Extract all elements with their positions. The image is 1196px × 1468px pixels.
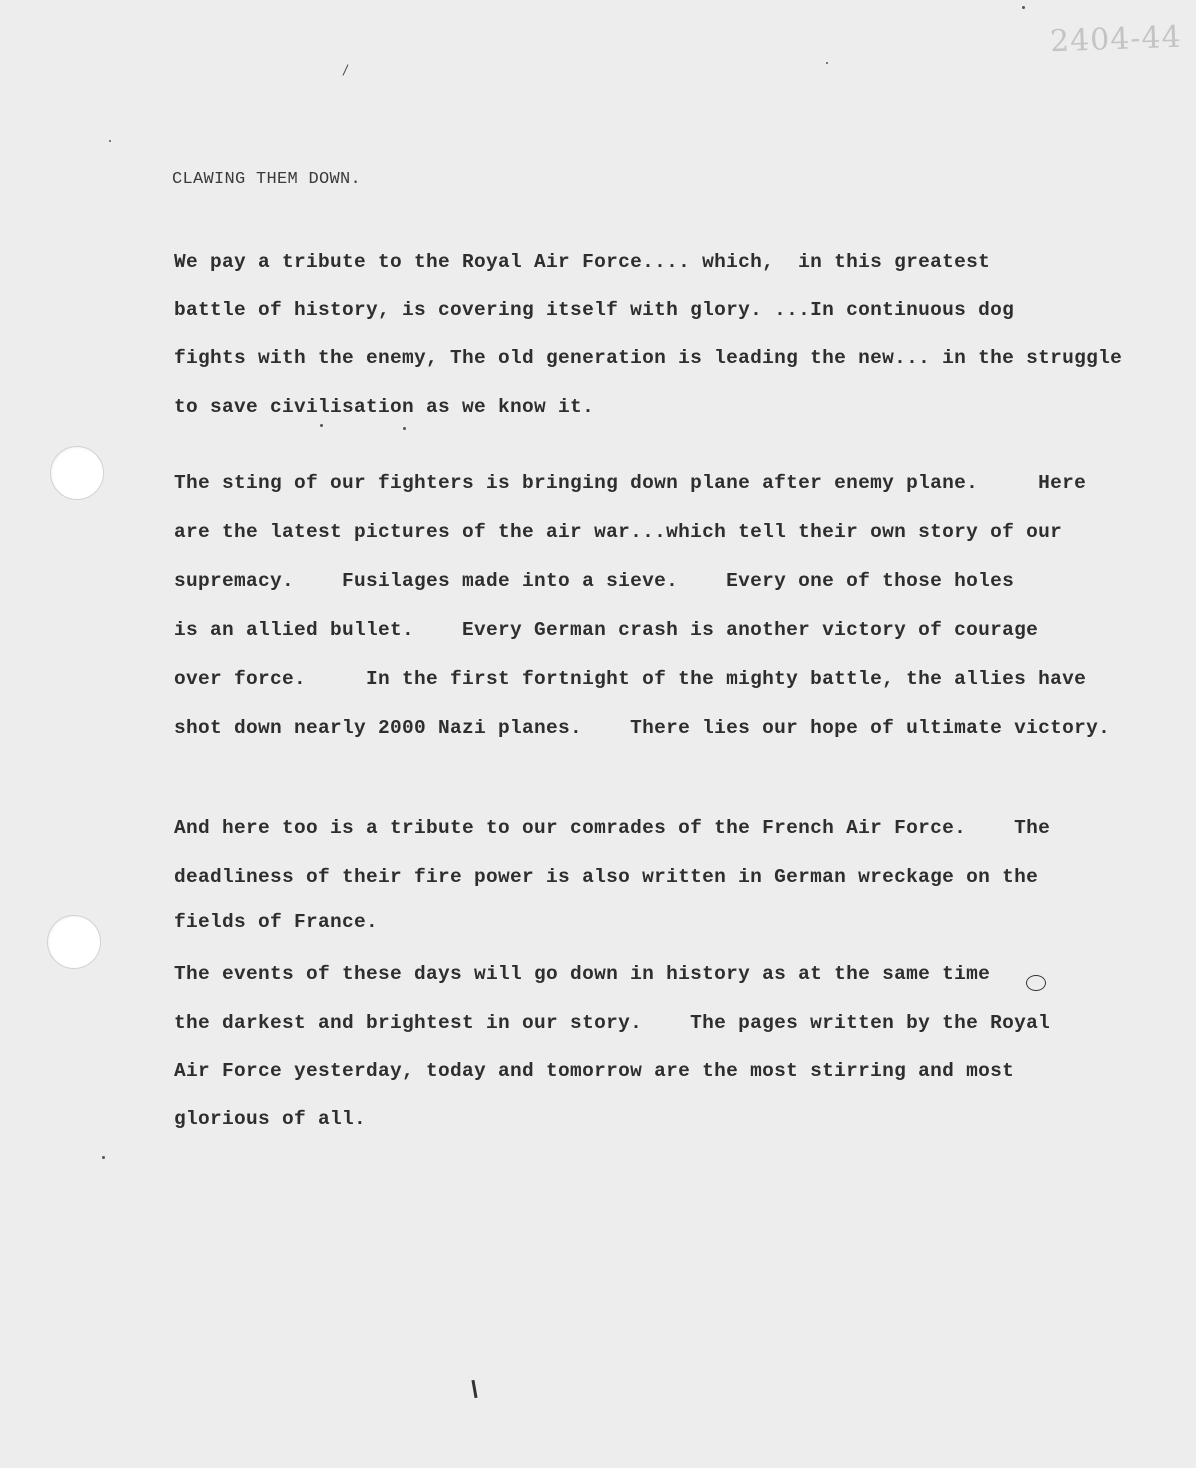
archive-number-mark: 2404-44	[1049, 19, 1183, 60]
punch-hole	[50, 446, 104, 500]
text-line: is an allied bullet. Every German crash is another victory of courage	[174, 619, 1039, 641]
text-line: battle of history, is covering itself with glory. ...In continuous dog	[174, 299, 1015, 321]
pen-stroke	[471, 1380, 477, 1398]
text-line: We pay a tribute to the Royal Air Force.... which, in this greatest	[174, 251, 991, 273]
text-line: deadliness of their fire power is also written in German wreckage on the	[174, 866, 1039, 888]
paper-speck	[102, 1156, 105, 1159]
text-line: to save civilisation as we know it.	[174, 396, 595, 418]
document-title: CLAWING THEM DOWN.	[172, 170, 362, 189]
text-line: The events of these days will go down in history as at the same time	[174, 963, 991, 985]
text-line: the darkest and brightest in our story. The pages written by the Royal	[174, 1012, 1051, 1034]
paper-speck	[1022, 6, 1025, 9]
paper-speck	[403, 427, 406, 430]
text-line: glorious of all.	[174, 1108, 367, 1130]
text-line: over force. In the first fortnight of the mighty battle, the allies have	[174, 668, 1087, 690]
text-line: shot down nearly 2000 Nazi planes. There lies our hope of ultimate victory.	[174, 717, 1111, 739]
text-line: The sting of our fighters is bringing down plane after enemy plane. Here	[174, 472, 1087, 494]
text-line: are the latest pictures of the air war...which tell their own story of our	[174, 521, 1063, 543]
paper-speck	[320, 424, 323, 427]
text-line: fights with the enemy, The old generation is leading the new... in the struggle	[174, 347, 1123, 369]
punch-hole	[47, 915, 101, 969]
text-line: And here too is a tribute to our comrades of the French Air Force. The	[174, 817, 1051, 839]
pen-stroke	[343, 64, 349, 75]
text-line: Air Force yesterday, today and tomorrow are the most stirring and most	[174, 1060, 1015, 1082]
paper-speck	[109, 140, 111, 142]
paper-speck	[826, 62, 828, 64]
text-line: supremacy. Fusilages made into a sieve. Every one of those holes	[174, 570, 1015, 592]
pen-correction-circle	[1026, 975, 1046, 991]
text-line: fields of France.	[174, 911, 379, 933]
